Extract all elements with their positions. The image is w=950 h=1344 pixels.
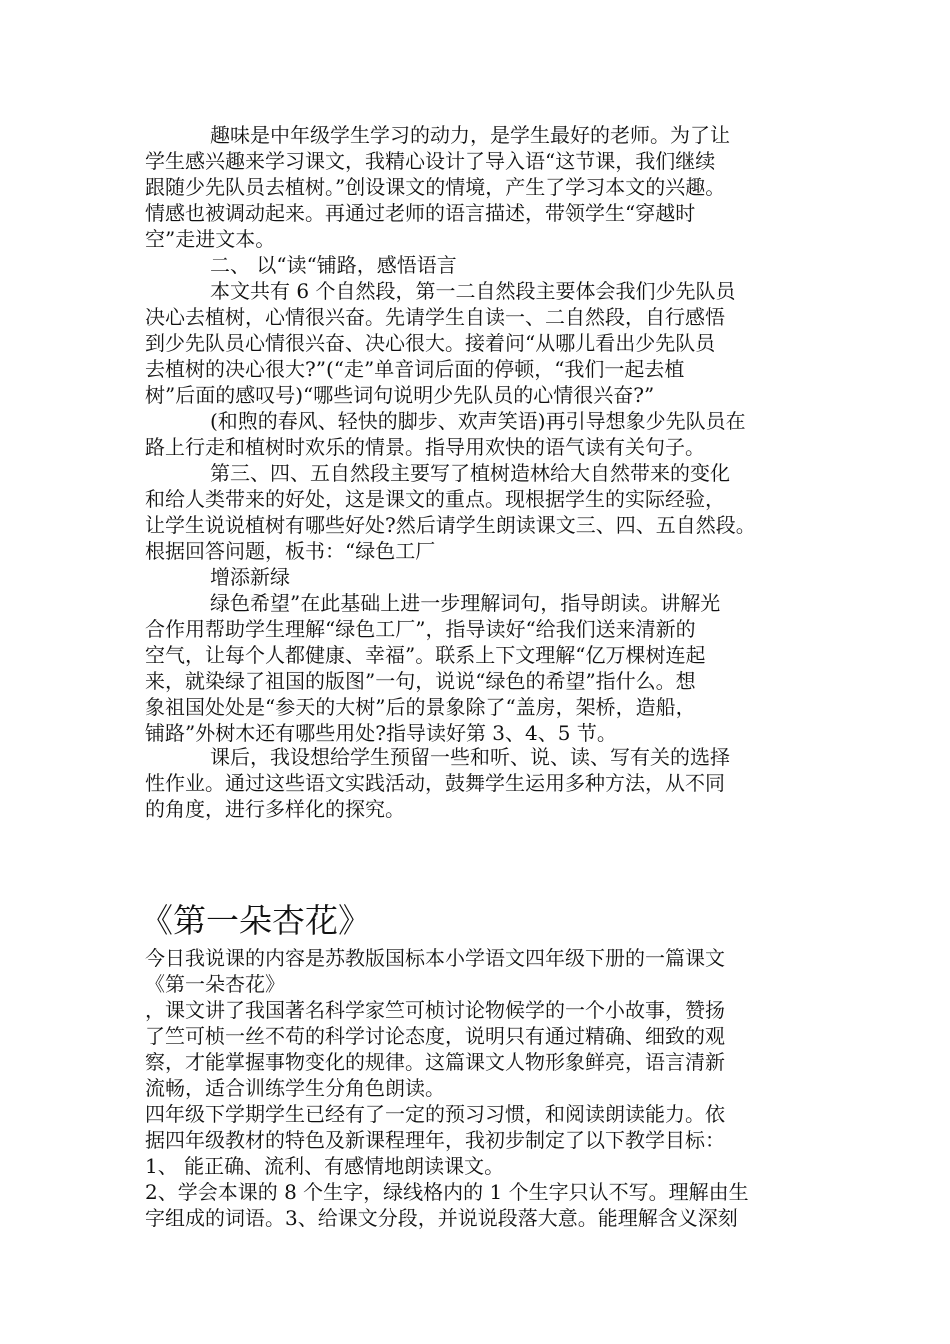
lesson-plan-section-1 [145,122,825,746]
text-line: 来，就染绿了祖国的版图”一句，说说“绿色的希望”指什么。想 [145,669,696,693]
text-line: 本文共有 6 个自然段，第一二自然段主要体会我们少先队员 [210,279,736,303]
text-line: 今日我说课的内容是苏教版国标本小学语文四年级下册的一篇课文 [145,946,725,970]
text-line: 跟随少先队员去植树。”创设课文的情境，产生了学习本文的兴趣。 [145,175,726,199]
text-line: 和给人类带来的好处，这是课文的重点。现根据学生的实际经验， [145,487,725,511]
text-line: 察，才能掌握事物变化的规律。这篇课文人物形象鲜亮，语言清新 [145,1050,725,1074]
text-line: 性作业。通过这些语文实践活动，鼓舞学生运用多种方法，从不同 [145,771,725,795]
text-line: 路上行走和植树时欢乐的情景。指导用欢快的语气读有关句子。 [145,435,705,459]
text-line: 的角度，进行多样化的探究。 [145,797,405,821]
text-line: 铺路”外树木还有哪些用处?指导读好第 3、4、5 节。 [145,721,617,745]
text-line: 树”后面的感叹号)“哪些词句说明少先队员的心情很兴奋?” [145,383,655,407]
text-line: 空”走进文本。 [145,227,276,251]
lesson-plan-section-2 [145,744,825,822]
text-line: 到少先队员心情很兴奋、决心很大。接着问“从哪儿看出少先队员 [145,331,716,355]
text-line: 第三、四、五自然段主要写了植树造林给大自然带来的变化 [210,461,730,485]
text-line: 课后，我设想给学生预留一些和听、说、读、写有关的选择 [210,745,730,769]
text-line: 2、学会本课的 8 个生字，绿线格内的 1 个生字只认不写。理解由生 [145,1180,749,1204]
text-line: 让学生说说植树有哪些好处?然后请学生朗读课文三、四、五自然段。 [145,513,756,537]
text-line: 情感也被调动起来。再通过老师的语言描述，带领学生“穿越时 [145,201,696,225]
text-line: 决心去植树，心情很兴奋。先请学生自读一、二自然段，自行感悟 [145,305,725,329]
text-line: ，课文讲了我国著名科学家竺可桢讨论物候学的一个小故事，赞扬 [145,998,725,1022]
text-line: 根据回答问题，板书：“绿色工厂 [145,539,436,563]
text-line: 流畅，适合训练学生分角色朗读。 [145,1076,445,1100]
lesson-title: 《第一朵杏花》 [140,901,371,940]
text-line: 据四年级教材的特色及新课程理年，我初步制定了以下教学目标： [145,1128,725,1152]
text-line: 趣味是中年级学生学习的动力，是学生最好的老师。为了让 [210,123,730,147]
lesson-plan-section-3 [145,945,825,1231]
text-line: 合作用帮助学生理解“绿色工厂”，指导读好“给我们送来清新的 [145,617,696,641]
text-line: (和煦的春风、轻快的脚步、欢声笑语)再引导想象少先队员在 [210,409,746,433]
text-line: 学生感兴趣来学习课文，我精心设计了导入语“这节课，我们继续 [145,149,716,173]
text-line: 增添新绿 [210,565,290,589]
text-line: 绿色希望”在此基础上进一步理解词句，指导朗读。讲解光 [210,591,721,615]
text-line: 二、 以“读“铺路，感悟语言 [210,253,457,277]
text-line: 1、 能正确、流利、有感情地朗读课文。 [145,1154,505,1178]
text-line: 了竺可桢一丝不苟的科学讨论态度，说明只有通过精确、细致的观 [145,1024,725,1048]
text-line: 象祖国处处是“参天的大树”后的景象除了“盖房，架桥，造船， [145,695,696,719]
text-line: 字组成的词语。3、给课文分段，并说说段落大意。能理解含义深刻 [145,1206,738,1230]
text-line: 空气，让每个人都健康、幸福”。联系上下文理解“亿万棵树连起 [145,643,706,667]
text-line: 去植树的决心很大?”(“走”单音词后面的停顿，“我们一起去植 [145,357,685,381]
text-line: 四年级下学期学生已经有了一定的预习习惯，和阅读朗读能力。依 [145,1102,725,1126]
text-line: 《第一朵杏花》 [145,972,285,996]
